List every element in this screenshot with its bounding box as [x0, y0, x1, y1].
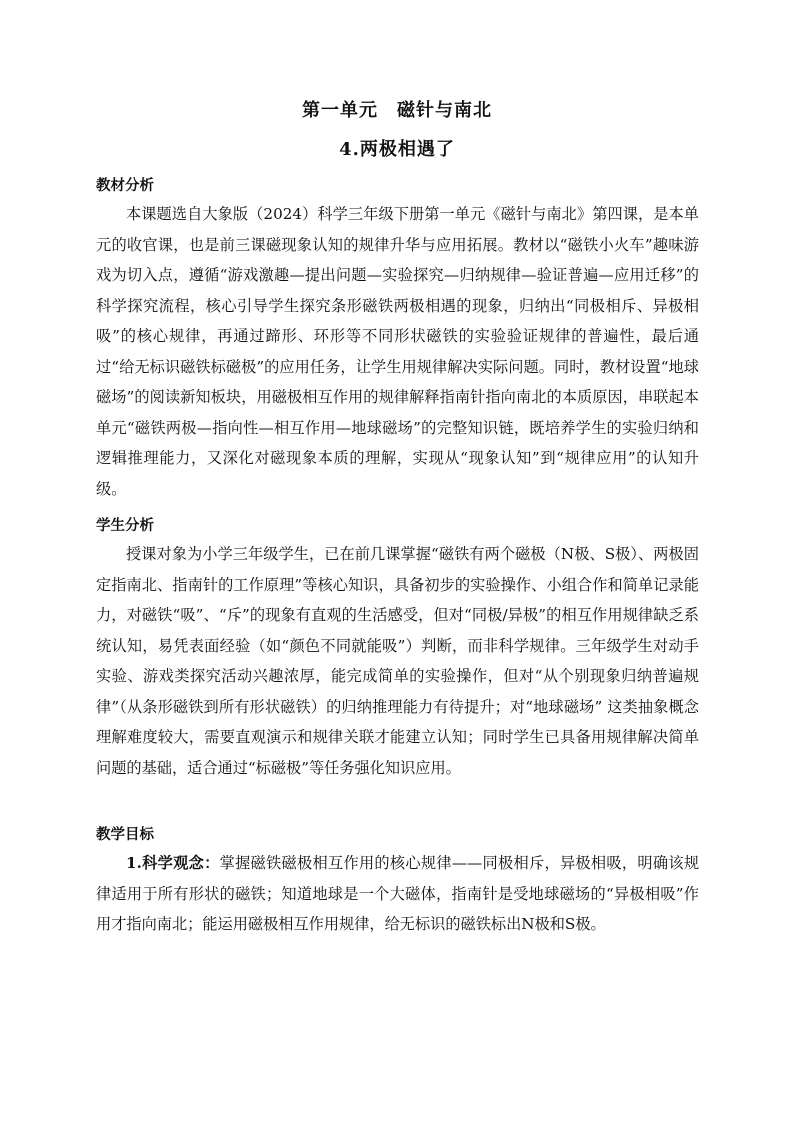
student-analysis-paragraph: 授课对象为小学三年级学生，已在前几课掌握“磁铁有两个磁极（N极、S极）、两极固定指南北、指南针的工作原理”等核心知识，具备初步的实验操作、小组合作和简单记录能力，对磁铁“吸”、“斥”的现象有直观的生活感受，但对“同极/异极”的相互作用规律缺乏系统认知，易凭表面经验（如“颜色不同就能吸”）判断，而非科学规律。三年级学生对动手实验、游戏类探究活动兴趣浓厚，能完成简单的实验操作，但对“从个别现象归纳普遍规律”（从条形磁铁到所有形状磁铁）的归纳推理能力有待提升；对“地球磁场” 这类抽象概念理解难度较大，需要直观演示和规律关联才能建立认知；同时学生已具备用规律解决简单问题的基础，适合通过“标磁极”等任务强化知识应用。 — [96, 545, 699, 777]
lesson-title: 4.两极相遇了 — [339, 139, 455, 160]
unit-title: 第一单元 磁针与南北 — [302, 100, 492, 121]
teaching-goal-item-1 — [96, 848, 699, 940]
teaching-goal-item-1-lead: 1.科学观念： — [126, 854, 220, 872]
section-heading-teaching-goals: 教学目标 — [96, 826, 154, 843]
textbook-analysis-paragraph: 本课题选自大象版（2024）科学三年级下册第一单元《磁针与南北》第四课，是本单元的收官课，也是前三课磁现象认知的规律升华与应用拓展。教材以“磁铁小火车”趣味游戏为切入点，遵循“游戏激趣—提出问题—实验探究—归纳规律—验证普遍—应用迁移”的科学探究流程，核心引导学生探究条形磁铁两极相遇的现象，归纳出“同极相斥、异极相吸”的核心规律，再通过蹄形、环形等不同形状磁铁的实验验证规律的普遍性，最后通过“给无标识磁铁标磁极”的应用任务，让学生用规律解决实际问题。同时，教材设置“地球磁场”的阅读新知板块，用磁极相互作用的规律解释指南针指向南北的本质原因，串联起本单元“磁铁两极—指向性—相互作用—地球磁场”的完整知识链，既培养学生的实验归纳和逻辑推理能力，又深化对磁现象本质的理解，实现从“现象认知”到“规律应用”的认知升级。 — [96, 205, 699, 498]
teaching-goal-item-1-body: 掌握磁铁磁极相互作用的核心规律——同极相斥，异极相吸，明确该规律适用于所有形状的磁铁；知道地球是一个大磁体，指南针是受地球磁场的“异极相吸”作用才指向南北；能运用磁极相互作用规律，给无标识的磁铁标出N极和S极。 — [96, 854, 699, 933]
section-heading-textbook-analysis: 教材分析 — [96, 177, 154, 194]
section-heading-student-analysis: 学生分析 — [96, 517, 154, 534]
